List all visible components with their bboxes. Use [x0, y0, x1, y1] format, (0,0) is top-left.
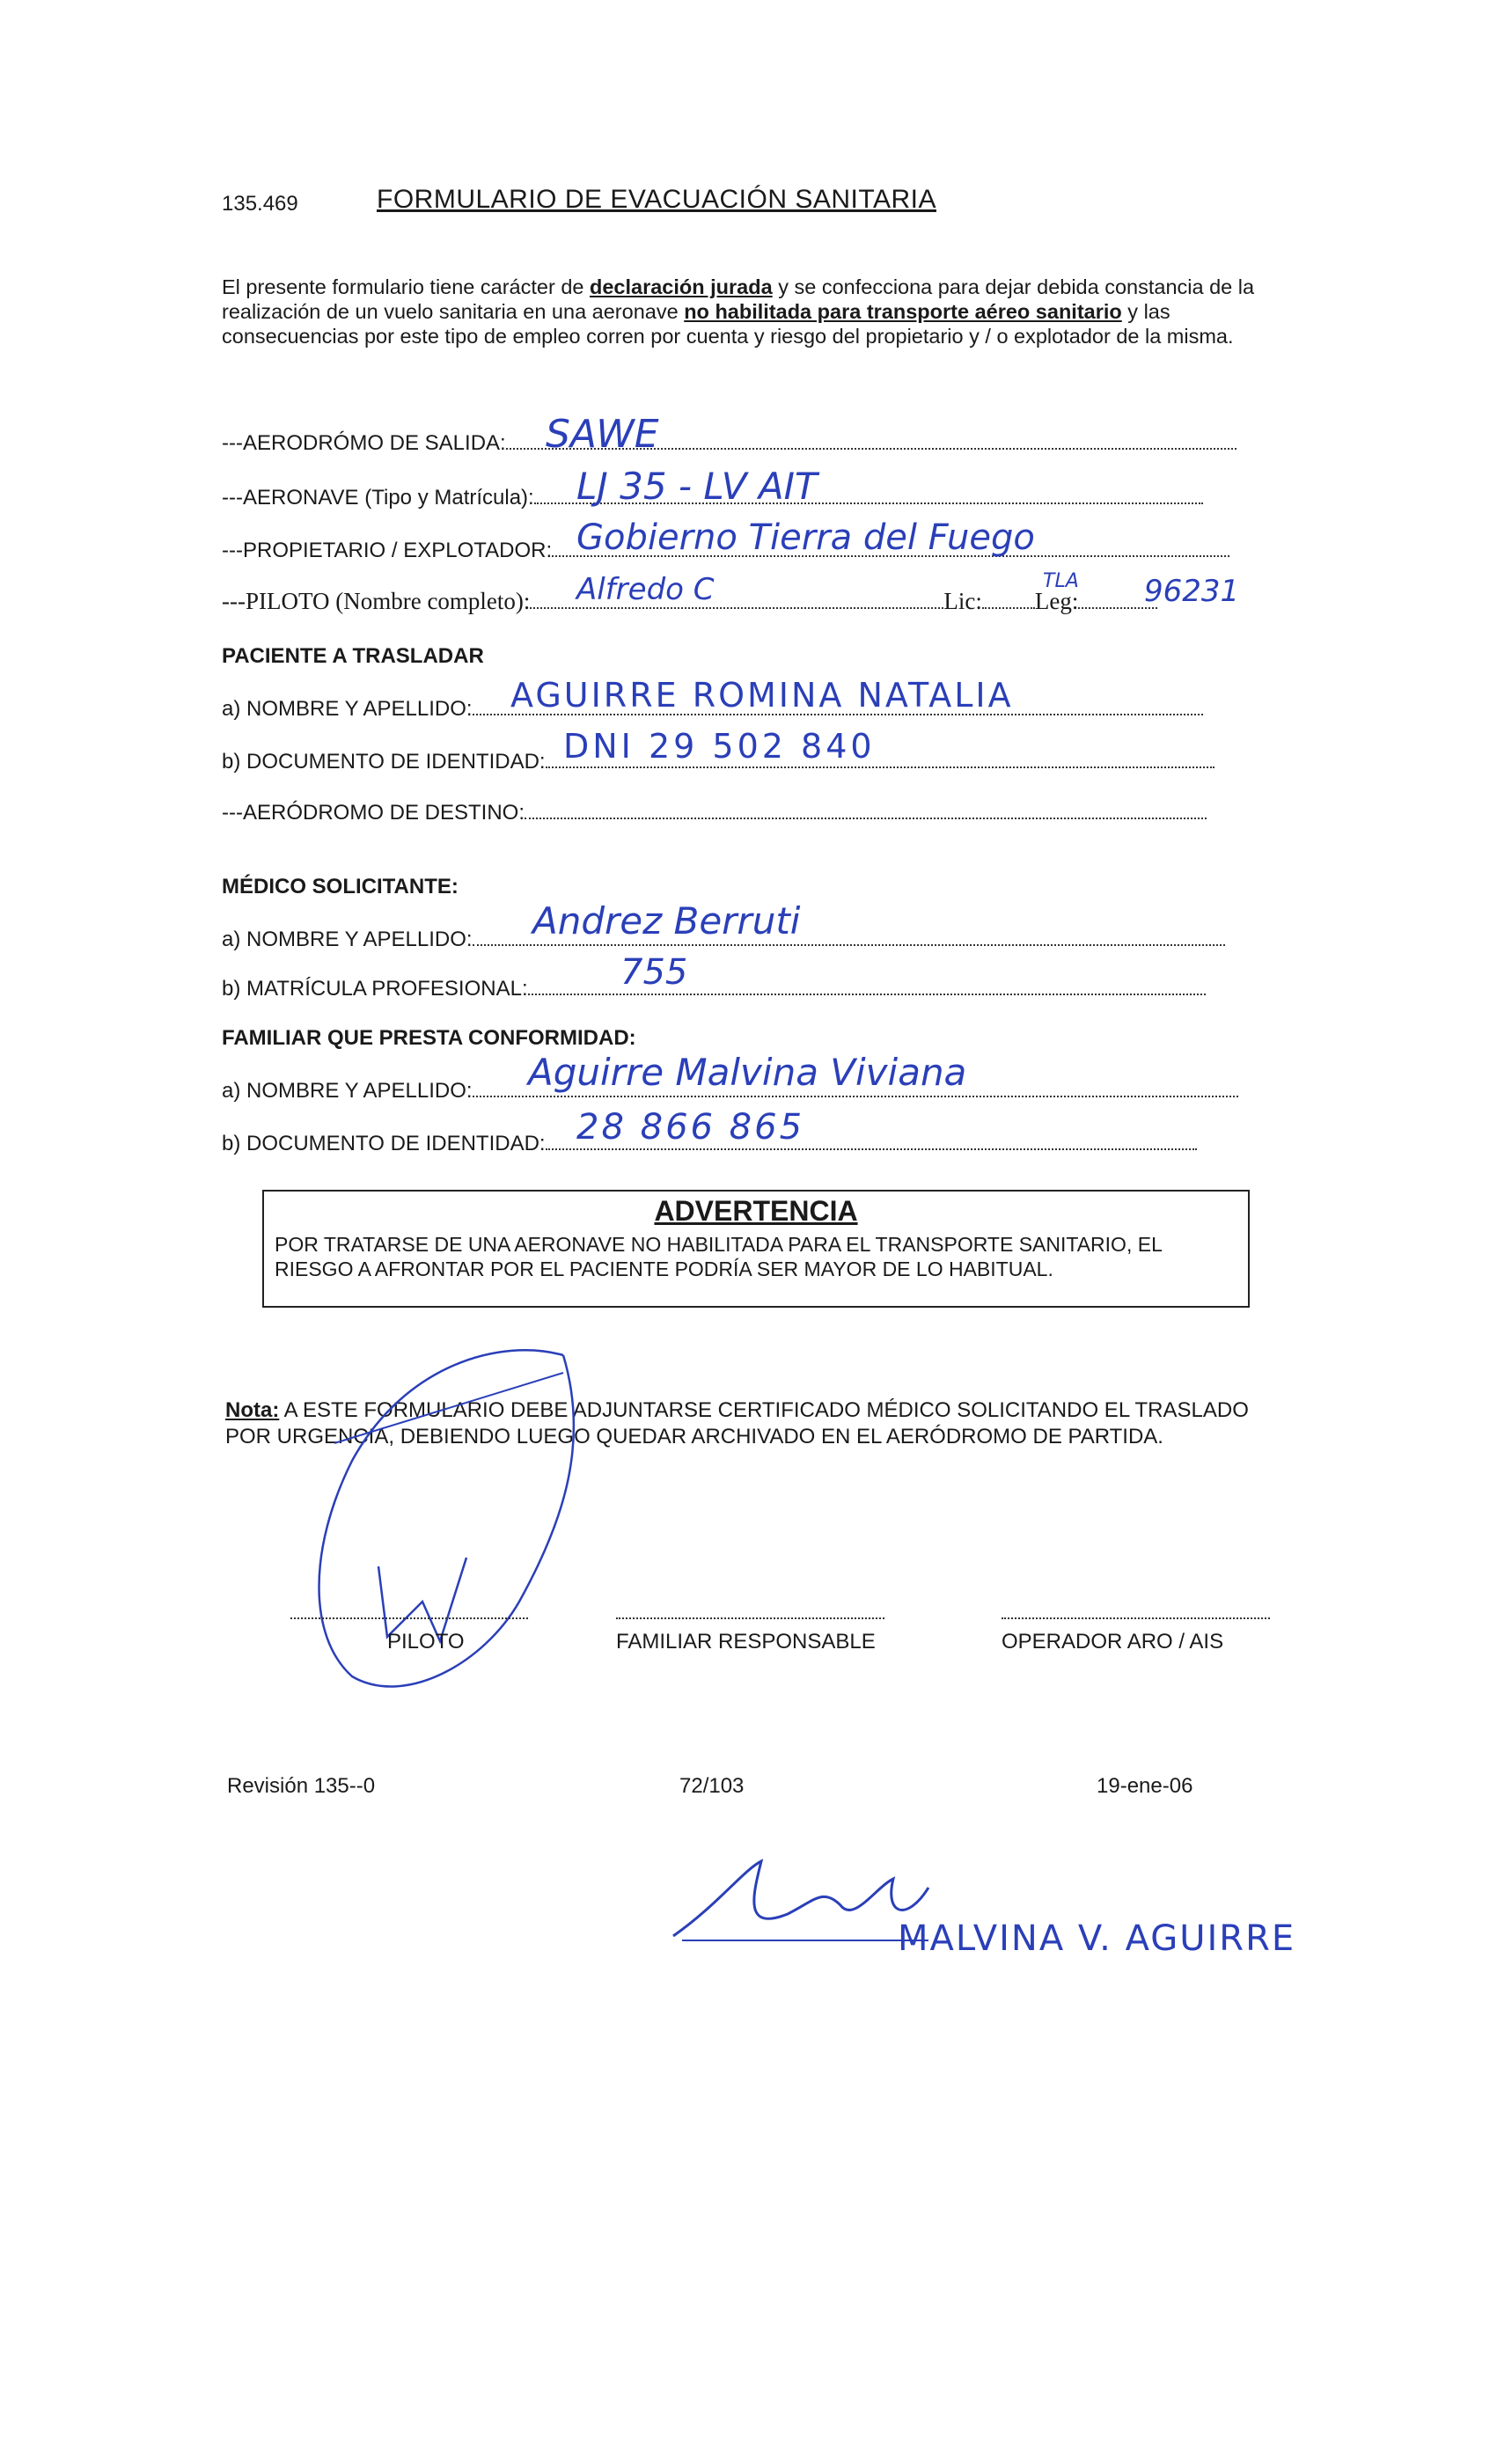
- nota-text: A ESTE FORMULARIO DEBE ADJUNTARSE CERTIFICADO MÉDICO SOLICITANDO EL TRASLADO POR URGENCIA, DEBIENDO LUEGO QUEDAR ARCHIVADO EN EL AERÓDROMO DE PARTIDA.: [225, 1398, 1249, 1448]
- familiar-heading: FAMILIAR QUE PRESTA CONFORMIDAD:: [222, 1026, 636, 1050]
- familiar-nombre-value: Aguirre Malvina Viviana: [528, 1051, 967, 1094]
- intro-paragraph: El presente formulario tiene carácter de declaración jurada y se confecciona para dejar debida constancia de la realización de un vuelo sanitaria en una aeronave no habilitada para transporte aéreo sanitario y las consecuencias por este tipo de empleo corren por cuenta y riesgo del propietario y / o explotador de la misma.: [222, 275, 1255, 348]
- handwritten-name: MALVINA V. AGUIRRE: [898, 1918, 1296, 1959]
- familiar-nombre-label: a) NOMBRE Y APELLIDO:: [222, 1079, 473, 1103]
- familiar-signature-line: [616, 1617, 884, 1619]
- piloto-label: ---PILOTO (Nombre completo):: [222, 588, 531, 614]
- nota-label: Nota:: [225, 1398, 280, 1422]
- lic-value: TLA: [1043, 570, 1079, 592]
- paciente-nombre-label: a) NOMBRE Y APELLIDO:: [222, 697, 473, 721]
- leg-label: Leg:: [1034, 588, 1079, 614]
- document-number: 135.469: [222, 192, 298, 216]
- familiar-documento-label: b) DOCUMENTO DE IDENTIDAD:: [222, 1132, 546, 1155]
- medico-heading: MÉDICO SOLICITANTE:: [222, 875, 459, 898]
- advertencia-title: ADVERTENCIA: [654, 1195, 858, 1227]
- operador-signature-label: OPERADOR ARO / AIS: [1002, 1630, 1224, 1654]
- paciente-nombre-value: AGUIRRE ROMINA NATALIA: [510, 676, 1014, 715]
- aerodromo-salida-value: SAWE: [546, 412, 659, 457]
- aeronave-value: LJ 35 - LV AIT: [576, 465, 818, 508]
- piloto-value: Alfredo C: [576, 572, 715, 607]
- propietario-label: ---PROPIETARIO / EXPLOTADOR:: [222, 539, 553, 562]
- paciente-heading: PACIENTE A TRASLADAR: [222, 644, 484, 668]
- piloto-signature-line: [290, 1617, 528, 1619]
- lic-label: Lic:: [943, 588, 982, 614]
- medico-matricula-label: b) MATRÍCULA PROFESIONAL:: [222, 977, 528, 1001]
- destino-label: ---AERÓDROMO DE DESTINO:: [222, 801, 525, 825]
- piloto-signature-label: PILOTO: [387, 1630, 465, 1654]
- propietario-value: Gobierno Tierra del Fuego: [576, 517, 1035, 558]
- aerodromo-salida-label: ---AERODRÓMO DE SALIDA:: [222, 431, 506, 455]
- familiar-signature-label: FAMILIAR RESPONSABLE: [616, 1630, 876, 1654]
- medico-nombre-value: Andrez Berruti: [532, 899, 801, 942]
- medico-matricula-value: 755: [620, 952, 688, 993]
- paciente-documento-value: DNI 29 502 840: [563, 727, 876, 766]
- medico-matricula-row: [222, 977, 1206, 1001]
- form-title: FORMULARIO DE EVACUACIÓN SANITARIA: [377, 185, 936, 214]
- advertencia-box: [262, 1190, 1250, 1308]
- aeronave-label: ---AERONAVE (Tipo y Matrícula):: [222, 486, 534, 510]
- advertencia-text: POR TRATARSE DE UNA AERONAVE NO HABILITADA PARA EL TRANSPORTE SANITARIO, EL RIESGO A AFRONTAR POR EL PACIENTE PODRÍA SER MAYOR DE LO HABITUAL.: [275, 1233, 1163, 1280]
- page-number: 72/103: [679, 1774, 745, 1798]
- revision-label: Revisión 135--0: [227, 1774, 376, 1798]
- paciente-documento-label: b) DOCUMENTO DE IDENTIDAD:: [222, 750, 546, 774]
- medico-nombre-label: a) NOMBRE Y APELLIDO:: [222, 928, 473, 951]
- footer-date: 19-ene-06: [1097, 1774, 1193, 1798]
- destino-row: [222, 801, 1207, 825]
- aerodromo-salida-row: [222, 431, 1236, 456]
- leg-value: 96231: [1144, 574, 1240, 609]
- operador-signature-line: [1002, 1617, 1270, 1619]
- familiar-documento-value: 28 866 865: [576, 1107, 805, 1148]
